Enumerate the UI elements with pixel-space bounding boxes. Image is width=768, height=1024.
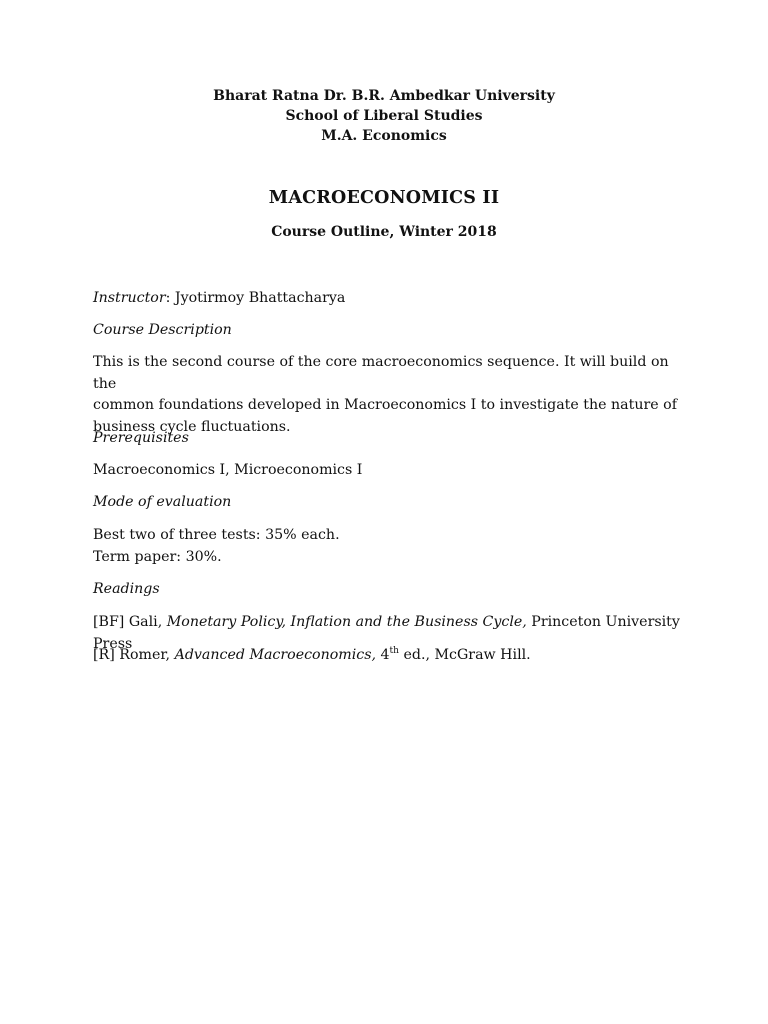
school-name: School of Liberal Studies [285, 108, 483, 124]
course-description-text [93, 352, 683, 438]
reading-suffix: Princeton University Press [93, 614, 680, 652]
prerequisites-heading: Prerequisites [93, 430, 189, 446]
description-line: business cycle fluctuations. [93, 418, 291, 435]
instructor-label: Instructor [93, 290, 166, 306]
program-name: M.A. Economics [321, 128, 447, 144]
evaluation-text [93, 525, 683, 568]
prerequisites-text: Macroeconomics I, Microeconomics I [93, 462, 363, 478]
reading-prefix: [R] Romer, [93, 647, 175, 663]
university-name: Bharat Ratna Dr. B.R. Ambedkar University [213, 88, 555, 104]
course-subtitle: Course Outline, Winter 2018 [271, 224, 497, 240]
evaluation-line: Best two of three tests: 35% each. [93, 527, 340, 543]
instructor-line [93, 288, 683, 310]
readings-heading: Readings [93, 581, 160, 597]
evaluation-line: Term paper: 30%. [93, 548, 222, 565]
description-line: This is the second course of the core macroeconomics sequence. It will build on the [93, 354, 669, 392]
reading-suffix: ed., McGraw Hill. [398, 647, 531, 663]
institution-header [0, 86, 768, 146]
reading-prefix: [BF] Gali, [93, 614, 167, 630]
description-line: common foundations developed in Macroeconomics I to investigate the nature of [93, 397, 677, 413]
reading-edition-superscript: th [389, 646, 399, 656]
reading-item-r [93, 645, 683, 667]
evaluation-heading: Mode of evaluation [93, 494, 232, 510]
reading-edition-number: 4 [376, 647, 390, 663]
instructor-separator: : [165, 290, 175, 306]
instructor-name: Jyotirmoy Bhattacharya [174, 290, 346, 306]
reading-title: Monetary Policy, Inflation and the Business Cycle, [166, 614, 527, 630]
course-description-heading: Course Description [93, 322, 232, 338]
course-title: MACROECONOMICS II [268, 188, 500, 208]
reading-title: Advanced Macroeconomics, [174, 647, 376, 663]
